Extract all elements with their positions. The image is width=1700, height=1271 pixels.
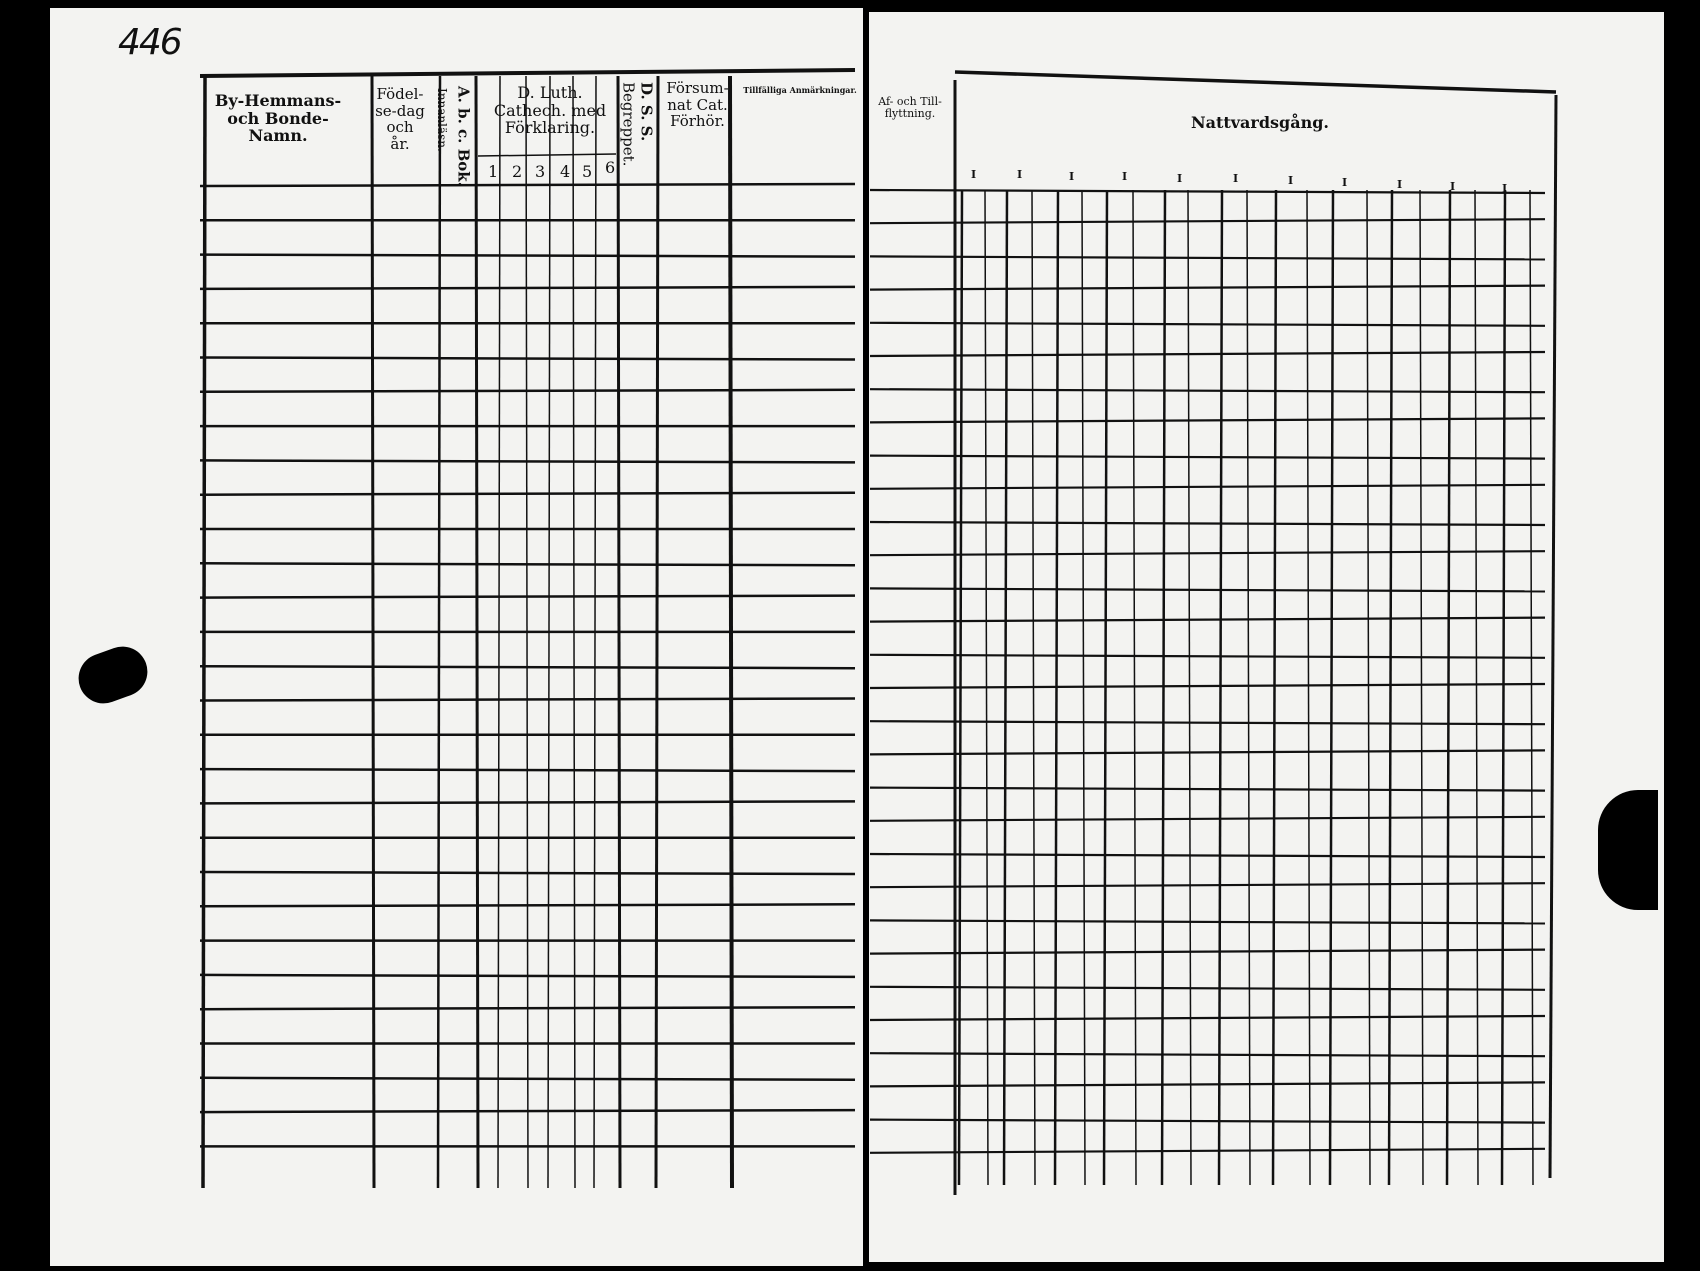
row-rule [200,904,855,906]
rule-vertical [1307,190,1310,1185]
row-rule [870,655,1545,658]
rule-vertical [1475,190,1478,1185]
row-rule [870,256,1545,259]
page-number: 446 [118,22,181,63]
header-fodelsedag: Födel-se-dag och år. [375,85,425,153]
header-nattvardsgang: Nattvardsgång. [1190,113,1329,132]
nattvard-mark-3: I [1069,170,1075,183]
row-rule [870,1016,1545,1020]
rule-vertical [1247,190,1250,1185]
row-rule [200,184,855,186]
cathech-number-1: 1 [488,162,499,181]
row-rule [200,596,855,598]
rule-vertical [1502,190,1505,1185]
header-begreppet: Begreppet. [619,82,638,167]
left-grid [200,70,855,1188]
row-rule [200,699,855,701]
nattvard-mark-5: I [1177,172,1183,185]
rule-vertical [1188,190,1191,1185]
row-rule [200,801,855,803]
rule-vertical [1273,190,1276,1185]
nattvard-mark-10: I [1450,180,1456,193]
row-rule [200,358,855,360]
row-rule [200,1110,855,1112]
row-rule [200,563,855,565]
header-forsumnat: Försum-nat Cat. Förhör. [666,79,729,130]
header-by-hemmans: By-Hemmans- och Bonde-Namn. [214,91,342,146]
row-rule [870,219,1545,223]
rule-vertical [1162,190,1165,1185]
rule-top [200,70,855,76]
rule-vertical [1367,190,1370,1185]
row-rule [200,666,855,668]
cathech-number-5: 5 [582,162,593,181]
row-rule [870,1053,1545,1056]
header-tillfalliga: Tillfälliga Anmärkningar. [743,85,857,95]
nattvard-mark-11: I [1502,182,1508,195]
rule-vertical [1530,190,1533,1185]
rule-vertical [1420,190,1423,1185]
row-rule [870,721,1545,724]
cathech-number-4: 4 [560,162,571,181]
row-rule [870,485,1545,489]
cathech-number-2: 2 [512,162,523,181]
row-rule [200,287,855,289]
rule-vertical [1447,190,1450,1185]
row-rule [200,390,855,392]
row-rule [870,286,1545,290]
row-rule [870,1120,1545,1123]
row-rule [870,920,1545,923]
nattvard-mark-1: I [971,168,977,181]
row-rule [870,352,1545,356]
row-rule [870,1149,1545,1153]
row-rule [870,418,1545,422]
row-rule [200,872,855,874]
row-rule [870,750,1545,754]
header-innanlasn: Innanläsn. [435,88,450,152]
right-grid [870,72,1556,1195]
header-abc-bok: A. b. c. Bok. [454,86,473,187]
cathech-number-3: 3 [535,162,546,181]
nattvard-mark-4: I [1122,170,1128,183]
cathech-number-6: 6 [605,158,616,177]
row-rule [870,190,1545,193]
row-rule [870,588,1545,591]
nattvard-mark-7: I [1288,174,1294,187]
row-rule [870,854,1545,857]
header-luth-cathech: D. Luth. Cathech. med Förklaring. [493,83,607,138]
header-af-tillflyttning: Af- och Till-flyttning. [878,95,942,121]
row-rule [870,456,1545,459]
row-rule [200,975,855,977]
row-rule [200,255,855,257]
row-rule [870,522,1545,525]
row-rule [870,323,1545,326]
rule-vertical [1550,95,1556,1178]
nattvard-mark-9: I [1397,178,1403,191]
nattvard-mark-8: I [1342,176,1348,189]
row-rule [870,950,1545,954]
row-rule [200,1007,855,1009]
row-rule [200,460,855,462]
row-rule [870,883,1545,887]
nattvard-mark-2: I [1017,168,1023,181]
header-dss: D. S. S. [637,82,656,142]
rule-vertical [1219,190,1222,1185]
nattvard-mark-6: I [1233,172,1239,185]
row-rule [870,618,1545,622]
row-rule [870,987,1545,990]
rule-vertical [1389,190,1392,1185]
row-rule [870,684,1545,688]
row-rule [870,389,1545,392]
row-rule [200,1078,855,1080]
row-rule [200,769,855,771]
rule-vertical [1330,190,1333,1185]
rule-top [955,72,1556,92]
row-rule [870,788,1545,791]
row-rule [870,817,1545,821]
row-rule [870,1082,1545,1086]
row-rule [200,493,855,495]
row-rule [870,551,1545,555]
